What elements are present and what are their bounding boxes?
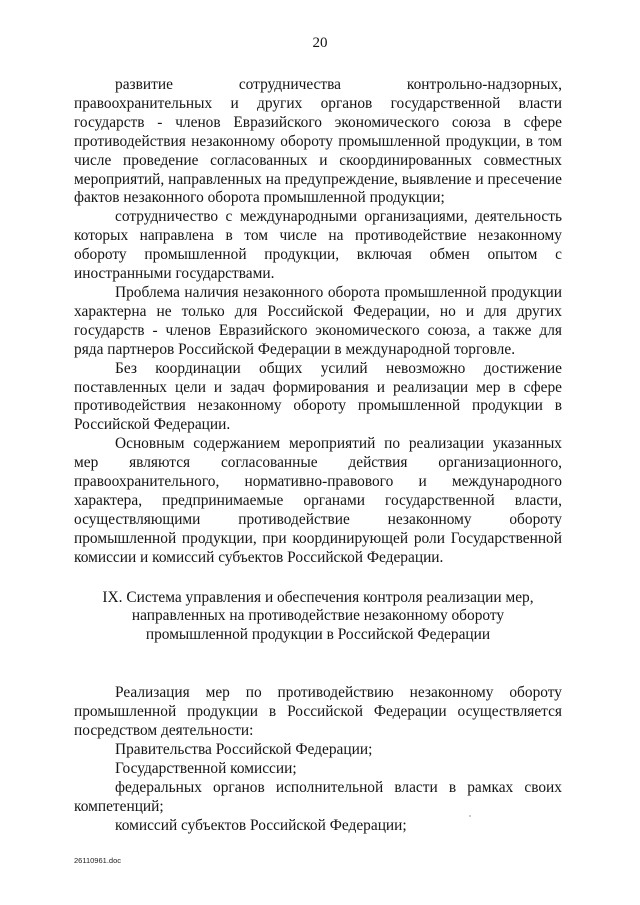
document-body <box>74 76 562 836</box>
section-heading-line-1: IX. Система управления и обеспечения контроля реализации мер, <box>102 588 534 606</box>
paragraph-coordination: Без координации общих усилий невозможно достижение поставленных цели и задач формирования и реализации мер в сфере противодействия незаконному обороту промышленной продукции в Российской Федерации. <box>74 359 562 434</box>
list-item-federal-bodies: федеральных органов исполнительной власти в рамках своих компетенций; <box>74 778 562 815</box>
section-heading-line-2: направленных на противодействие незаконному обороту <box>131 607 505 625</box>
paragraph-problem-scope: Проблема наличия незаконного оборота промышленной продукции характерна не только для Российской Федерации, но и для других государств - членов Евразийского экономического союза, а также для ряда партнеров Российской Федерации в международной торговле. <box>74 283 562 358</box>
list-item-regional-commissions: комиссий субъектов Российской Федерации; <box>115 816 407 834</box>
paragraph-main-content: Основным содержанием мероприятий по реализации указанных мер являются согласованные действия организационного, правоохранительного, нормативно-правового и международного характера, предпринимаемые органами государственной власти, осуществляющими противодействие незаконному обороту промышленной продукции, при координирующей роли Государственной комиссии и комиссий субъектов Российской Федерации. <box>74 435 562 566</box>
scan-speck <box>469 815 471 817</box>
section-heading <box>74 589 562 646</box>
list-item-government: Правительства Российской Федерации; <box>115 741 373 758</box>
list-item-state-commission: Государственной комиссии; <box>115 759 297 777</box>
paragraph-cooperation-eaeu: развитие сотрудничества контрольно-надзорных, правоохранительных и других органов государственной власти государств - членов Евразийского экономического союза в сфере противодействия незаконному обороту промышленной продукции, в том числе проведение согласованных и скоординированных совместных мероприятий, направленных на предупреждение, выявление и пресечение фактов незаконного оборота промышленной продукции; <box>74 76 562 207</box>
paragraph-international-cooperation: сотрудничество с международными организациями, деятельность которых направлена в том числе на противодействие незаконному обороту промышленной продукции, включая обмен опытом с иностранными государствами. <box>74 208 562 283</box>
footer-filename: 26110961.doc <box>74 856 121 865</box>
paragraph-implementation: Реализация мер по противодействию незаконному обороту промышленной продукции в Российской Федерации осуществляется посредством деятельности: <box>74 684 562 740</box>
page-number: 20 <box>312 35 328 51</box>
section-heading-line-3: промышленной продукции в Российской Федерации <box>145 626 491 644</box>
